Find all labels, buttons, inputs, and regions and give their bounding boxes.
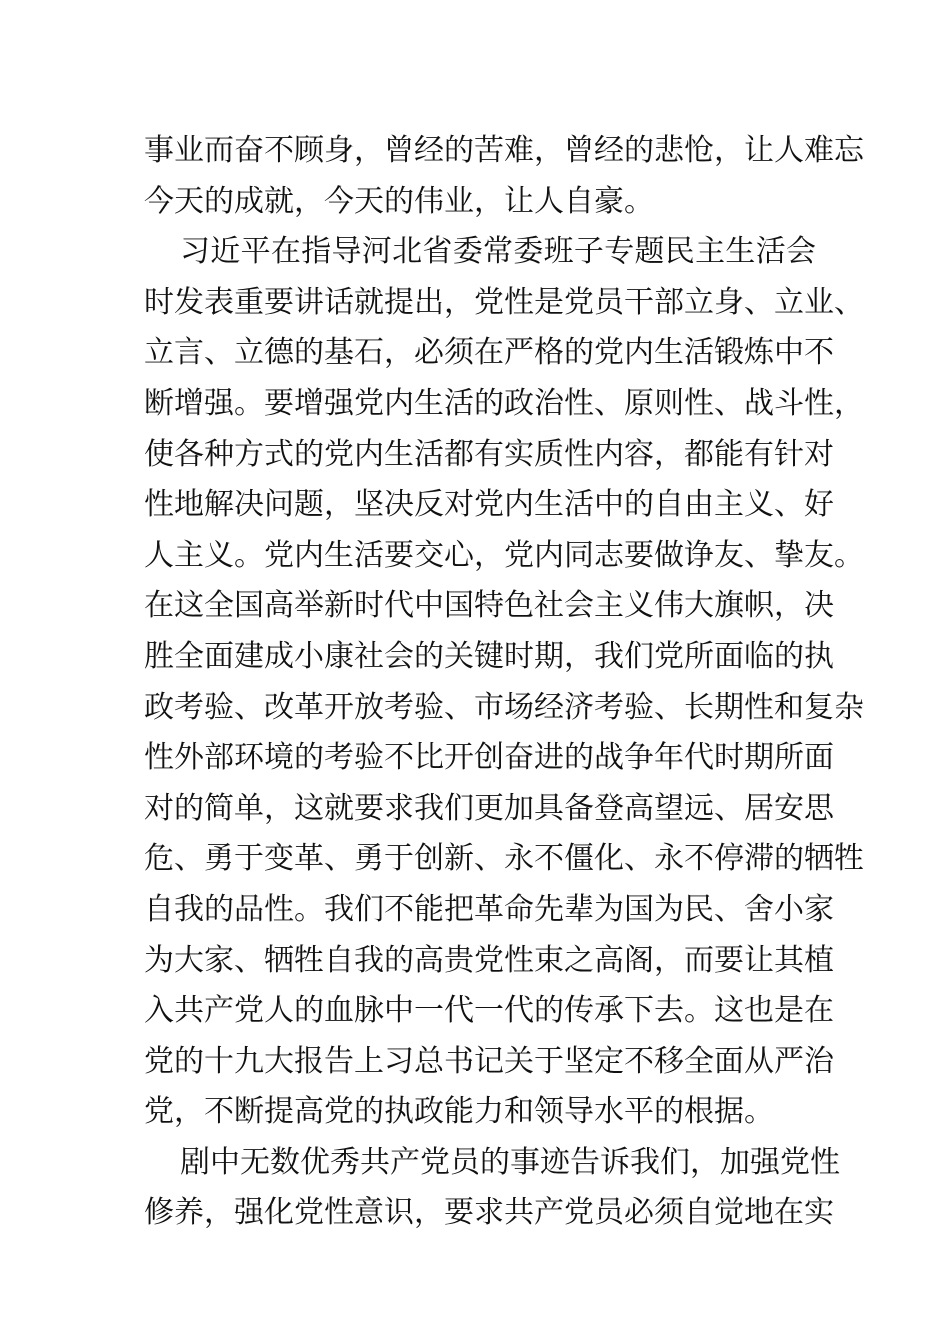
paragraph-start-line: 习近平在指导河北省委常委班子专题民主生活会 xyxy=(180,234,816,270)
paragraph-start-line: 剧中无数优秀共产党员的事迹告诉我们，加强党性 xyxy=(180,1144,840,1180)
text-line: 断增强。要增强党内生活的政治性、原则性、战斗性， xyxy=(144,385,864,421)
text-line: 立言、立德的基石，必须在严格的党内生活锻炼中不 xyxy=(144,335,834,371)
text-line: 自我的品性。我们不能把革命先辈为国为民、舍小家 xyxy=(144,891,834,927)
text-line: 对的简单，这就要求我们更加具备登高望远、居安思 xyxy=(144,790,834,826)
text-line: 事业而奋不顾身，曾经的苦难，曾经的悲怆，让人难忘 xyxy=(144,133,864,168)
text-line: 修养，强化党性意识，要求共产党员必须自觉地在实 xyxy=(144,1195,834,1231)
text-line: 在这全国高举新时代中国特色社会主义伟大旗帜，决 xyxy=(144,588,834,624)
text-line: 人主义。党内生活要交心，党内同志要做诤友、挚友。 xyxy=(144,537,864,573)
text-line: 性地解决问题，坚决反对党内生活中的自由主义、好 xyxy=(144,487,834,523)
text-line: 危、勇于变革、勇于创新、永不僵化、永不停滞的牺牲 xyxy=(144,841,864,877)
text-line: 党，不断提高党的执政能力和领导水平的根据。 xyxy=(144,1094,774,1130)
text-line: 时发表重要讲话就提出，党性是党员干部立身、立业、 xyxy=(144,284,864,320)
text-line: 为大家、牺牲自我的高贵党性束之高阁，而要让其植 xyxy=(144,942,834,978)
text-line: 入共产党人的血脉中一代一代的传承下去。这也是在 xyxy=(144,993,834,1029)
text-line: 性外部环境的考验不比开创奋进的战争年代时期所面 xyxy=(144,740,834,776)
text-line: 胜全面建成小康社会的关键时期，我们党所面临的执 xyxy=(144,638,834,674)
text-line: 党的十九大报告上习总书记关于坚定不移全面从严治 xyxy=(144,1043,834,1079)
body-text xyxy=(144,126,864,1239)
text-line: 政考验、改革开放考验、市场经济考验、长期性和复杂 xyxy=(144,689,864,725)
text-line: 使各种方式的党内生活都有实质性内容，都能有针对 xyxy=(144,436,834,472)
text-line: 今天的成就，今天的伟业，让人自豪。 xyxy=(144,183,654,219)
